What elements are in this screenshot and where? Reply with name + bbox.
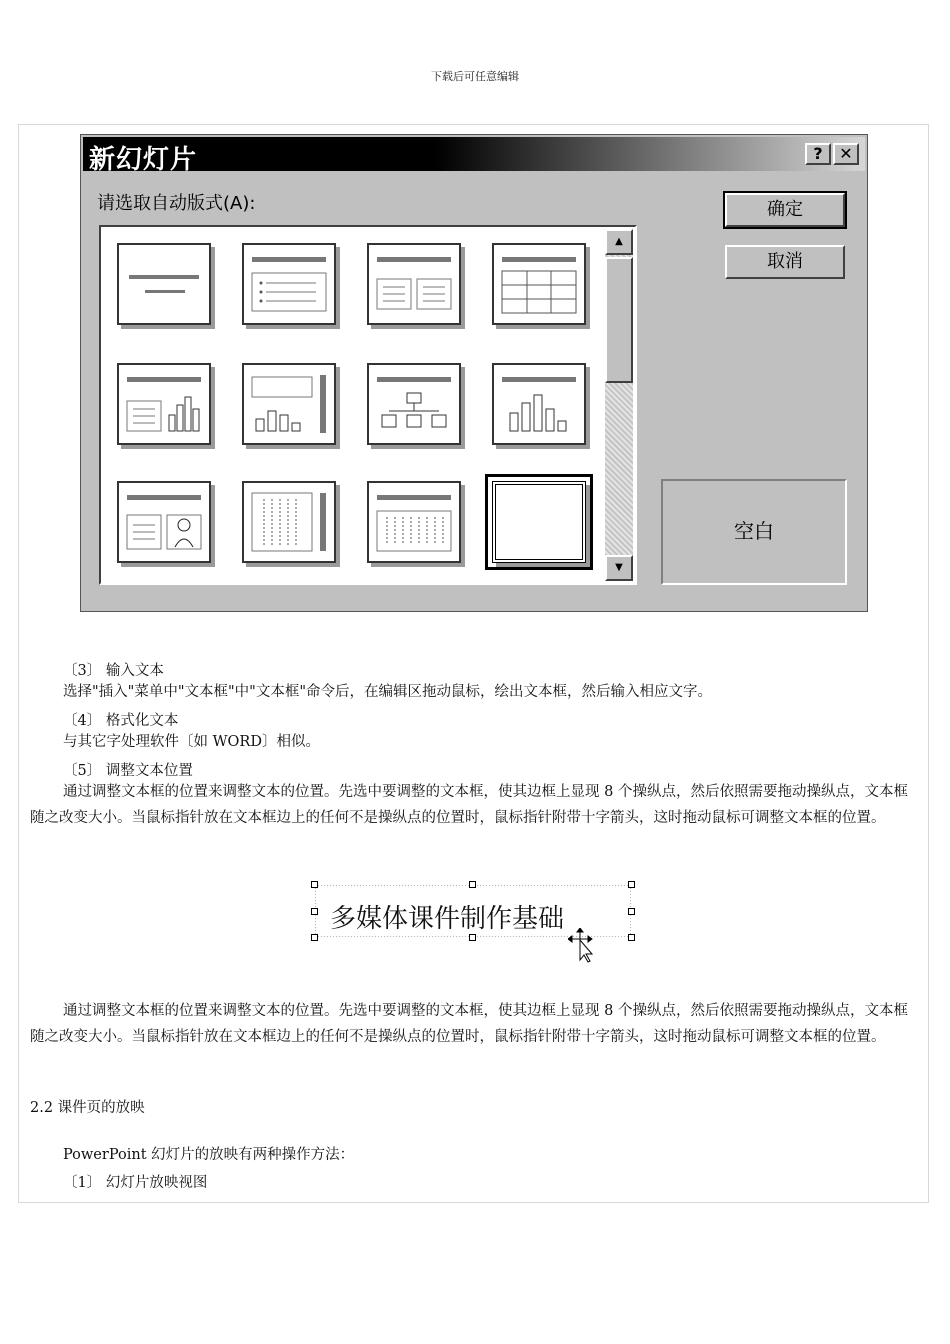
heading-2-2: 2.2 课件页的放映 (30, 1100, 145, 1116)
dialog-title: 新幻灯片 (89, 145, 198, 175)
section-5-label: 〔5〕 调整文本位置 (63, 763, 193, 779)
layout-title-slide[interactable] (117, 243, 211, 325)
resize-handle (311, 908, 318, 915)
layout-text-and-chart[interactable] (117, 363, 211, 445)
resize-handle (628, 934, 635, 941)
resize-handle (311, 881, 318, 888)
ok-button[interactable]: 确定 (725, 193, 845, 227)
section-4-label: 〔4〕 格式化文本 (63, 713, 179, 729)
scroll-thumb[interactable] (605, 257, 633, 383)
layout-prompt-label: 请选取自动版式(A): (97, 193, 256, 214)
resize-handle (469, 881, 476, 888)
layout-list[interactable] (99, 225, 637, 585)
resize-handle (628, 908, 635, 915)
textbox-demo-text: 多媒体课件制作基础 (330, 904, 565, 934)
layout-table[interactable] (492, 243, 586, 325)
resize-handle (469, 934, 476, 941)
play-method-1: 〔1〕 幻灯片放映视图 (63, 1175, 208, 1191)
new-slide-dialog (80, 134, 868, 612)
layout-title-and-vertical-text[interactable] (367, 481, 461, 563)
section-4-body: 与其它字处理软件〔如 WORD〕相似。 (63, 734, 320, 750)
layout-chart[interactable] (492, 363, 586, 445)
section-3-label: 〔3〕 输入文本 (63, 663, 164, 679)
layout-chart-and-text[interactable] (242, 363, 336, 445)
section-3-body: 选择"插入"菜单中"文本框"中"文本框"命令后，在编辑区拖动鼠标，绘出文本框，然后输入相应文字。 (63, 684, 713, 700)
dialog-titlebar (83, 137, 865, 175)
scroll-up-button[interactable]: ▲ (605, 229, 633, 255)
layout-organization-chart[interactable] (367, 363, 461, 445)
move-cursor-icon (568, 928, 598, 964)
close-button[interactable]: ✕ (833, 143, 859, 165)
layout-vertical-text[interactable] (242, 481, 336, 563)
cancel-button[interactable]: 取消 (725, 245, 845, 279)
layout-text-and-clip-art[interactable] (117, 481, 211, 563)
resize-handle (628, 881, 635, 888)
layout-bulleted-list[interactable] (242, 243, 336, 325)
layout-scrollbar[interactable] (605, 229, 633, 581)
scroll-down-button[interactable]: ▼ (605, 555, 633, 581)
section-5-body: 通过调整文本框的位置来调整文本的位置。先选中要调整的文本框，使其边框上显现 8 个操纵点，然后依照需要拖动操纵点，文本框随之改变大小。当鼠标指针放在文本框边上的任何不是操纵点的位置时，鼠标指针附带十字箭头，这时拖动鼠标可调整文本框的位置。 (30, 784, 908, 826)
layout-preview-label: 空白 (661, 479, 847, 585)
page-header: 下载后可任意编辑 (431, 70, 519, 83)
help-button[interactable]: ? (805, 143, 831, 165)
play-intro: PowerPoint 幻灯片的放映有两种操作方法： (63, 1147, 355, 1163)
resize-handle (311, 934, 318, 941)
layout-two-column-text[interactable] (367, 243, 461, 325)
section-5-body-repeat: 通过调整文本框的位置来调整文本的位置。先选中要调整的文本框，使其边框上显现 8 个操纵点，然后依照需要拖动操纵点，文本框随之改变大小。当鼠标指针放在文本框边上的任何不是操纵点的位置时，鼠标指针附带十字箭头，这时拖动鼠标可调整文本框的位置。 (30, 1003, 908, 1045)
layout-blank[interactable] (492, 481, 586, 563)
